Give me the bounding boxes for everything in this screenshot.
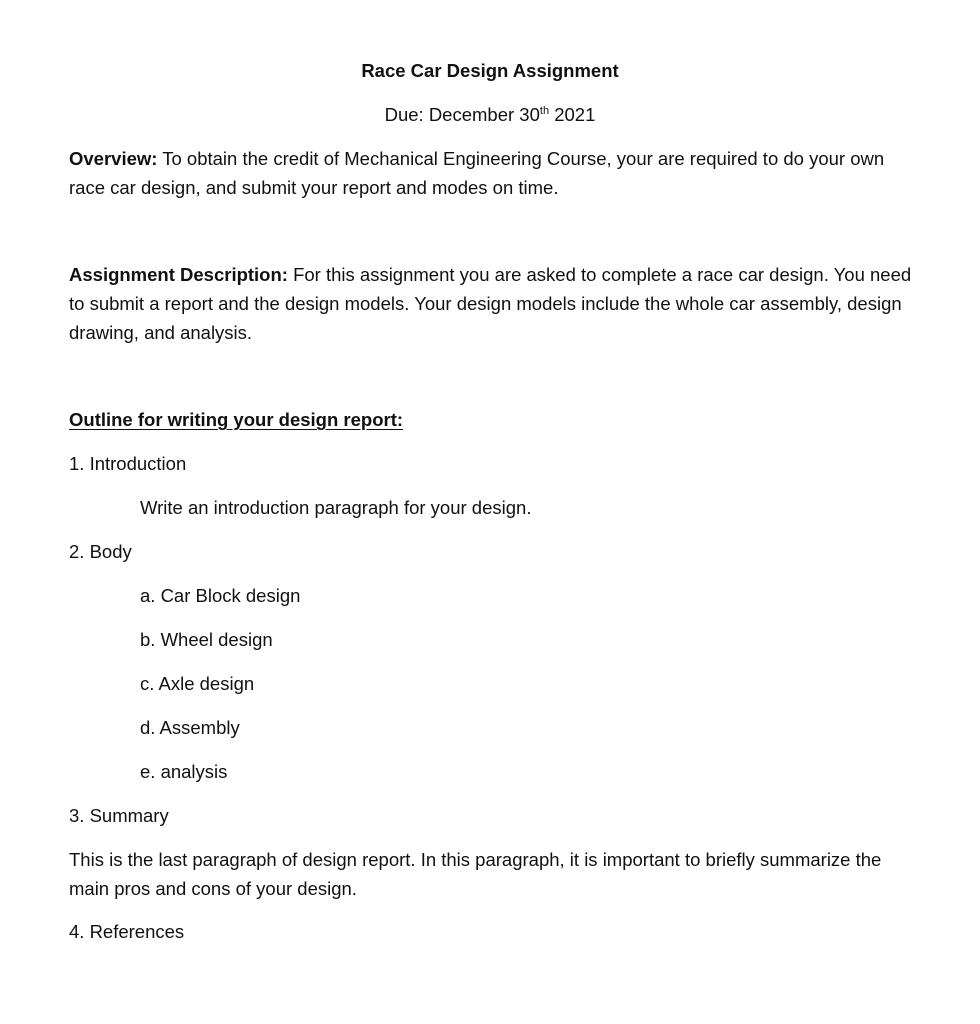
- assignment-description-paragraph: [69, 260, 919, 347]
- introduction-heading: 1. Introduction: [69, 453, 187, 474]
- body-item-wheel: b. Wheel design: [140, 629, 273, 650]
- references-heading: 4. References: [69, 921, 185, 942]
- due-date-prefix: Due: December 30: [384, 104, 540, 125]
- body-item-axle: c. Axle design: [140, 673, 255, 694]
- due-date-suffix: 2021: [549, 104, 596, 125]
- due-date-superscript: th: [539, 104, 550, 117]
- body-heading: 2. Body: [69, 541, 132, 562]
- outline-heading: Outline for writing your design report:: [69, 409, 404, 430]
- due-date: [0, 100, 980, 129]
- body-item-assembly: d. Assembly: [140, 717, 240, 738]
- document-title: Race Car Design Assignment: [361, 60, 619, 81]
- overview-paragraph: [69, 144, 919, 202]
- overview-text: To obtain the credit of Mechanical Engineering Course, your are required to do your own race car design, and submit your report and modes on time.: [69, 148, 885, 198]
- summary-heading: 3. Summary: [69, 805, 169, 826]
- summary-text: This is the last paragraph of design report. In this paragraph, it is important to briefly summarize the main pros and cons of your design.: [69, 849, 882, 899]
- body-item-analysis: e. analysis: [140, 761, 228, 782]
- assignment-description-label: Assignment Description:: [69, 264, 288, 285]
- assignment-description-text: For this assignment you are asked to complete a race car design. You need to submit a report and the design models. Your design models include the whole car assembly, design drawing, and analysis.: [69, 264, 912, 343]
- introduction-text: Write an introduction paragraph for your design.: [140, 497, 532, 518]
- body-item-car-block: a. Car Block design: [140, 585, 301, 606]
- overview-label: Overview:: [69, 148, 158, 169]
